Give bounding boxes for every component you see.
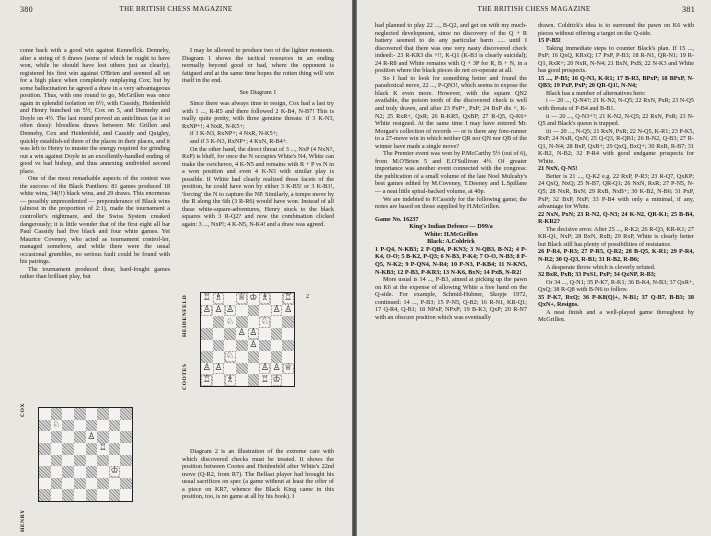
board-square xyxy=(62,443,74,455)
board-square xyxy=(120,466,132,478)
page-number-right: 381 xyxy=(682,5,695,14)
chess-pawn-icon: ♙ xyxy=(284,304,293,315)
chess-bishop-icon: ♗ xyxy=(214,293,223,304)
chess-pawn-icon: ♙ xyxy=(214,304,223,315)
board-square xyxy=(109,443,121,455)
chess-bishop-icon: ♗ xyxy=(260,293,269,304)
board-square xyxy=(201,293,213,305)
board-square xyxy=(236,340,248,352)
paragraph: On the other hand, the direct threat of 3 ..., NxP (4 NxN?, RxP) is bluff, for once the N occupies White's N4, White can make the swicheroo, 4 K-N5 and remains with R + P vs N in a won position and even 4 K-N3 with similar play is possible. If White had clearly realized these facets of the position, he could have won by either 3 K-B5! or 3 K-B3!, 'forcing' the N to capture the NP. Similarly, a tempo move by the R along the 6th (3 R-R6) would have won. Instead of all these white-square-adventures, Henry stuck to the black squares with 3 R-Q2? and now the combination clicked again: 3 ..., NxP!; 4 K-N5, N-K4! and a draw was agreed. xyxy=(182,145,334,229)
move: 21 NxN, Q-N5! xyxy=(538,165,578,173)
board-square xyxy=(201,374,213,386)
board-square xyxy=(51,431,63,443)
board-square xyxy=(213,305,225,317)
board-square xyxy=(282,374,294,386)
diagram-1-bottom-label: HENRY xyxy=(20,509,26,532)
board-square xyxy=(109,466,121,478)
left-page xyxy=(0,0,352,536)
chess-bishop-icon: ♗ xyxy=(226,374,235,385)
chess-pawn-icon: ♙ xyxy=(226,304,235,315)
board-square xyxy=(271,340,283,352)
board-square xyxy=(39,466,51,478)
diagram-1-top-label: COX xyxy=(20,402,26,417)
diagram-2 xyxy=(182,282,334,392)
page-number-left: 380 xyxy=(20,5,33,14)
chess-queen-icon: ♕ xyxy=(284,363,293,374)
board-square xyxy=(236,363,248,375)
board-square xyxy=(271,374,283,386)
board-square xyxy=(224,328,236,340)
board-square xyxy=(86,478,98,490)
paragraph: The tournament produced dour, hard-fought games rather than brilliant play, but xyxy=(20,265,170,281)
board-square xyxy=(109,455,121,467)
board-square xyxy=(51,408,63,420)
board-square xyxy=(62,431,74,443)
board-square xyxy=(74,489,86,501)
board-square xyxy=(62,420,74,432)
chess-pawn-icon: ♙ xyxy=(249,339,258,350)
board-square xyxy=(224,363,236,375)
board-square xyxy=(259,293,271,305)
board-square xyxy=(224,316,236,328)
board-square xyxy=(86,455,98,467)
chess-knight-icon: ♘ xyxy=(226,351,235,362)
paragraph: A desperate throw which is cleverly refuted. xyxy=(546,263,656,271)
board-square xyxy=(213,351,225,363)
board-square xyxy=(51,478,63,490)
paragraph: Since there was always time to resign, Cox had a last try with 1 ..., R-R5 and there followed 2 K-B4, N-B7! This is really quite pretty, with three genuine threats: if 3 K-N3, RxNP+!; 4 NxR, N-K5+; xyxy=(182,100,334,130)
board-square xyxy=(86,420,98,432)
board-square xyxy=(109,408,121,420)
board-square xyxy=(201,351,213,363)
paragraph: A neat finish and a well-played game throughout by McGrillen. xyxy=(538,308,694,324)
paragraph: We are indebted to P.Cassidy for the following game; the notes are based on those supplied by H.McGrillen. xyxy=(375,195,527,211)
chess-pawn-icon: ♙ xyxy=(202,363,211,374)
board-square xyxy=(259,374,271,386)
white-player: White: H.McGrillen xyxy=(424,230,478,238)
board-square xyxy=(213,293,225,305)
paragraph: if 3 K-N3, RxNP+; 4 NxR, N-K5+; xyxy=(190,130,278,138)
board-square xyxy=(282,363,294,375)
move: 22 NxN, PxN; 23 R-N2, Q-N3; 24 K-N2, QR-K1; 25 B-B4, R-KR2? xyxy=(538,210,694,226)
board-square xyxy=(248,328,260,340)
board-square xyxy=(109,420,121,432)
board-square xyxy=(74,431,86,443)
board-square xyxy=(120,420,132,432)
board-square xyxy=(74,478,86,490)
move: 15 P-B5! xyxy=(538,37,561,45)
board-square xyxy=(236,293,248,305)
board-square xyxy=(120,443,132,455)
move: 26 P-R4, P-R3; 27 P-R5, Q-R2; 28 B-Q5, K-R1; 29 P-R4, N-R2; 30 Q-Q3, R-B1; 31 R-B2, R-B6; xyxy=(538,248,694,263)
chess-king-icon: ♔ xyxy=(110,466,119,477)
paragraph: Or 34 ..., Q-N1; 35 P-K7, R-K1; 36 B-K4, N-B3; 37 QxR+, QxQ; 38 R-Q8 with B-N6 to follow. xyxy=(538,278,694,294)
variation: ii — 20 ..., Q-N3+?; 21 K-N2, N-Q5; 22 RxN, PxR; 23 N-Q5 and Black's queen is trapped. xyxy=(538,112,694,128)
board-square xyxy=(271,351,283,363)
paragraph: One of the most remarkable aspects of the contest was the success of the Black Panthers: 81 games produced 18 white wins, 34(!!) black wins, and 29 draws. This enormous — possibly unprecedented — preponderance of Black wins (almost in the proportion of 2:1), made the tournament a controller's nightmare, and the Swiss System creaked dangerously; it is little wonder that of the first eight all bar Paul Cassidy had five black and four white games. Yet Maurice Coveney, who acted as tournament control-ler, managed somehow, and while there were the usual occasional grumbles, no serious fault could be found with his pairings. xyxy=(20,175,170,266)
board-square xyxy=(213,363,225,375)
board-square xyxy=(259,305,271,317)
board-square xyxy=(97,478,109,490)
board-square xyxy=(86,489,98,501)
right-col-2 xyxy=(538,22,694,324)
board-square xyxy=(62,478,74,490)
board-square xyxy=(259,363,271,375)
paragraph: Taking immediate steps to counter Black's plan. If 15 ..., PxP; 16 QxQ, KRxQ; 17 PxP, P-B3; 18 R-N1, QR-N1; 19 R-Q1, RxR+; 20 NxR, N-N4; 21 BxN, PxB; 22 N-K3 and White has good prospects. xyxy=(538,44,694,75)
chess-pawn-icon: ♙ xyxy=(214,363,223,374)
chess-pawn-icon: ♙ xyxy=(202,304,211,315)
paragraph: More usual is 14 ..., P-B3, aimed at picking up the pawn on K6 at the expense of allowing White a free hand on the Q-side. For example, Schmid-Hubner, Skopje 1972, continued: 14 ..., P-B3; 15 P-N5, Q-B2; 16 R-N1, KR-Q1; 17 Q-R4, Q-B1; 18 NPxP, NPxP; 19 B-K3, QxP; 20 R-N7 with an obscure position which was eventually xyxy=(375,276,527,321)
board-square xyxy=(259,340,271,352)
board-square xyxy=(213,374,225,386)
board-square xyxy=(282,293,294,305)
variation: i — 20 ..., Q-N4?; 21 K-N2, N-Q5; 22 RxN, PxR; 23 N-Q5 with threats of P-B4 and B-B1. xyxy=(538,97,694,113)
board-square xyxy=(248,316,260,328)
paragraph: drawn. Coldrick's idea is to surround the pawn on K6 with pieces without offering a target on the Q-side. xyxy=(538,22,694,37)
board-square xyxy=(120,478,132,490)
board-square xyxy=(282,340,294,352)
chess-king-icon: ♔ xyxy=(249,293,258,304)
board-square xyxy=(97,408,109,420)
board-square xyxy=(282,351,294,363)
board-square xyxy=(259,316,271,328)
board-square xyxy=(51,489,63,501)
diagram-2-top-label: HEIDENFELD xyxy=(182,294,188,337)
diagram-2-bottom-label: COOTES xyxy=(182,363,188,390)
board-square xyxy=(74,443,86,455)
chess-pawn-icon: ♙ xyxy=(260,363,269,374)
board-square xyxy=(62,489,74,501)
board-square xyxy=(282,305,294,317)
board-square xyxy=(51,455,63,467)
chess-rook-icon: ♖ xyxy=(260,374,269,385)
board-square xyxy=(51,466,63,478)
board-square xyxy=(248,305,260,317)
board-square xyxy=(51,420,63,432)
right-col-1 xyxy=(375,22,527,321)
chess-pawn-icon: ♙ xyxy=(87,431,96,442)
board-square xyxy=(120,455,132,467)
board-square xyxy=(213,328,225,340)
board-square xyxy=(109,478,121,490)
game-moves: 1 P-Q4, N-KB3; 2 P-QB4, P-KN3; 3 N-QB3, B-N2; 4 P-K4, O-O; 5 B-K2, P-Q3; 6 N-B3, P-K4; 7 O-O, N-B3; 8 P-Q5, N-K2; 9 P-QN4, N-R4; 10 P-N3, P-KB4; 11 N-KN5, N-KB3; 12 P-B3, P-KR3; 13 N-K6, BxN; 14 PxB, N-R2! xyxy=(375,245,527,276)
diagram-2-number: 2 xyxy=(306,294,309,300)
board-square xyxy=(248,340,260,352)
board-square xyxy=(236,316,248,328)
paragraph: Better is 21 ..., Q-K2 e.g. 22 RxP, P-R3; 23 R-Q7, QxKP; 24 QxQ, NxQ; 25 N-B7, QR-Q1; 26 NxN, RxR; 27 P-N5, N-Q5; 28 NxR, BxN; 29 RxB, NxB+; 30 K-B2, N-B6; 31 PxP, PxP; 32 BxP, NxP; 33 P-B4 with only a minimal, if any, advantage for White. xyxy=(538,172,694,211)
move: 32 BxR, PxB; 33 PxS1, PxP; 34 QxNP, R-B3; xyxy=(538,271,656,279)
board-square xyxy=(224,340,236,352)
running-head-right: THE BRITISH CHESS MAGAZINE xyxy=(477,5,591,13)
board-square xyxy=(248,374,260,386)
black-player: Black: A.Coldrick xyxy=(427,238,475,246)
board-square xyxy=(201,328,213,340)
board-square xyxy=(86,443,98,455)
chess-rook-icon: ♖ xyxy=(202,374,211,385)
board-square xyxy=(74,455,86,467)
board-square xyxy=(236,305,248,317)
opening-name: King's Indian Defence — D99/a xyxy=(409,223,493,231)
board-square xyxy=(213,316,225,328)
board-square xyxy=(62,455,74,467)
chess-rook-icon: ♖ xyxy=(98,443,107,454)
board-square xyxy=(97,466,109,478)
board-square xyxy=(39,443,51,455)
right-page xyxy=(357,0,711,536)
board-square xyxy=(97,489,109,501)
board-square xyxy=(39,478,51,490)
board-square xyxy=(201,316,213,328)
board-square xyxy=(62,466,74,478)
chess-board-1 xyxy=(38,407,133,502)
board-square xyxy=(39,455,51,467)
chess-knight-icon: ♘ xyxy=(226,316,235,327)
chess-knight-icon: ♘ xyxy=(52,419,61,430)
board-square xyxy=(97,420,109,432)
chess-board-2 xyxy=(200,292,295,387)
board-square xyxy=(109,489,121,501)
board-square xyxy=(120,431,132,443)
left-col-2 xyxy=(182,47,334,229)
board-square xyxy=(97,431,109,443)
paragraph: and if 3 K-N3, RxNP+; 4 KxN, R-B4+. xyxy=(190,138,288,146)
board-square xyxy=(282,328,294,340)
left-col-1 xyxy=(20,47,170,281)
paragraph: come back with a good win against Kenneflck. Dennehy, after a string of 6 draws (some of which he ought to have won, while he should have lost others just as clearly), registered his first win against O'Brien and seemed all set for a high place when completely outplaying Cox; but by some hallucination he agreed a draw in a very advantageous position. Thus, with one round to go, McGrillen was once again in splendid isolation on 6½, with Cassidy, Heidenfeld and Henry bunched on 5½, Cox on 5, and Dennehy and Doyle on 4½. The last round proved an anticlimax (as it so often does): bloodless draws between Mc Grillen and Dennehy, Cox and Heidenfeld, and Cassidy and Quigley, quickly establish-ed three of the places in their places, and it was left to Henry to muster the energy required for grinding out a win against Doyle in an excellently-handled ending of good vs bad bishop, and thus annexing undivided second place. xyxy=(20,47,170,175)
paragraph: The Premier event was won by P.McCarthy 5½ (out of 6), from M.O'Brien 5 and E.O'Sullivan 4½. Of greater importance was another event connected with the congress: the publication of a small volume of the late Noel Mulcahy's best games edited by M.Coveney, T.Deeney and L.Spillane — a neat little spiral-backed volume, at 40p. xyxy=(375,150,527,196)
board-square xyxy=(224,351,236,363)
board-square xyxy=(282,316,294,328)
board-square xyxy=(109,431,121,443)
board-square xyxy=(271,316,283,328)
board-square xyxy=(248,293,260,305)
board-square xyxy=(224,293,236,305)
board-square xyxy=(224,374,236,386)
diagram-1 xyxy=(20,372,170,532)
board-square xyxy=(236,374,248,386)
board-square xyxy=(271,293,283,305)
board-square xyxy=(236,328,248,340)
paragraph: The decisive error. After 25 ..., R-K2; 26 R-Q3, KR-K1; 27 KR-Q1, NxP; 28 BxN, RxB; 29 RxP, White is clearly better but Black still has plenty of possibilities of resistance. xyxy=(538,225,694,248)
board-square xyxy=(271,328,283,340)
chess-pawn-icon: ♙ xyxy=(249,328,258,339)
paragraph: So I had to look for something better and found the paradoxical move, 22 ..., P-QN3!, which seems to expose the black K even more. However, with the square QN2 available, the poison tooth of the discovered check is well and truly drawn, and after 23 PxP+, PxP; 24 BxP dis +, K-N2; 25 RxR+, QxR; 26 R-KR5, QxBP; 27 R-Q5, Q-K6+ White resigned. At the same time I may have entered Mr. Morgan's collection of records — or is there any fore-runner to a 27-move win in which neither QR nor QN nor QB of the winner have made a single move? xyxy=(375,74,527,150)
diagram-reference: See Diagram 1 xyxy=(239,88,277,96)
board-square xyxy=(39,408,51,420)
board-square xyxy=(120,489,132,501)
board-square xyxy=(259,351,271,363)
board-square xyxy=(74,466,86,478)
board-square xyxy=(97,455,109,467)
chess-pawn-icon: ♙ xyxy=(237,328,246,339)
chess-queen-icon: ♕ xyxy=(237,293,246,304)
board-square xyxy=(259,328,271,340)
paragraph: I may be allowed to produce two of the lighter moments. Diagram 1 shows the tactical resources in an ending normally beyond good or bad, where the opponent is fatigued and at the same time hopes the rotten thing will win itself in the end. xyxy=(182,47,334,85)
board-square xyxy=(74,408,86,420)
board-square xyxy=(271,305,283,317)
chess-knight-icon: ♘ xyxy=(260,316,269,327)
board-square xyxy=(39,431,51,443)
chess-king-icon: ♔ xyxy=(272,374,281,385)
left-col-2-bottom xyxy=(182,448,334,501)
board-square xyxy=(86,408,98,420)
board-square xyxy=(213,340,225,352)
chess-rook-icon: ♖ xyxy=(202,293,211,304)
board-square xyxy=(51,443,63,455)
board-square xyxy=(39,489,51,501)
board-square xyxy=(74,420,86,432)
board-square xyxy=(271,363,283,375)
board-square xyxy=(120,408,132,420)
chess-pawn-icon: ♙ xyxy=(272,304,281,315)
board-square xyxy=(201,305,213,317)
board-square xyxy=(86,431,98,443)
board-square xyxy=(224,305,236,317)
board-square xyxy=(201,340,213,352)
board-square xyxy=(248,363,260,375)
chess-pawn-icon: ♙ xyxy=(272,363,281,374)
paragraph: had planned to play 22 ..., B-Q2, and get on with my much-neglected development, since no discovery of the Q + R battery seemed to do any particular harm ..... until I discovered that there was one very nasty discovered check indeed:- 23 R-KR3 dis +!!, K-Q1 (K-B3 is clearly suicidal); 24 R-R8 and White remains with Q + 3P for R, B + N, in a position where the black pieces do not co-operate at all. xyxy=(375,22,527,75)
running-head-left: THE BRITISH CHESS MAGAZINE xyxy=(119,5,233,13)
board-square xyxy=(248,351,260,363)
game-number: Game No. 16237 xyxy=(375,215,419,223)
board-square xyxy=(97,443,109,455)
variation: iii — 20 ..., N-Q5; 21 RxN, PxR; 22 N-Q5, K-R1; 23 P-K5, RxP; 24 NxR, QxN; 25 Q-Q3, R-QB1; 26 B-N2, Q-B3; 27 R-Q1, N-N4; 28 BxP, QxB+; 29 QxQ, BxQ+; 30 RxB, R-B7; 31 K-B2, N-B2; 32 P-R4 with good endgame prospects for White. xyxy=(538,127,694,165)
board-square xyxy=(201,363,213,375)
paragraph: Diagram 2 is an illustration of the extreme care with which discovered checks must be treated. It shows the position between Cootes and Heidenfeld after White's 22nd move (Q-R2, from R7). The Belfast player had brought his usual sacrifices on spec (a game without at least the offer of a piece on KR7, whence the Black King came in this position, too, is no game at all by his book). I xyxy=(182,448,334,501)
chess-rook-icon: ♖ xyxy=(284,293,293,304)
board-square xyxy=(86,466,98,478)
board-square xyxy=(236,351,248,363)
move: 15 ..., P-B5; 16 Q-N3, K-R1; 17 B-R3, BPxP; 18 BPxP, N-QB3; 19 PxP, PxP; 20 QR-Q1!, N-N4; xyxy=(538,74,694,90)
paragraph: Black has a number of alternatives here: xyxy=(546,89,646,97)
board-square xyxy=(39,420,51,432)
board-square xyxy=(62,408,74,420)
move: 35 P-K7, RxQ; 36 P-K8(Q)+, N-B1; 37 Q-B7, B-B3; 38 QxN+, Resigns. xyxy=(538,293,694,309)
